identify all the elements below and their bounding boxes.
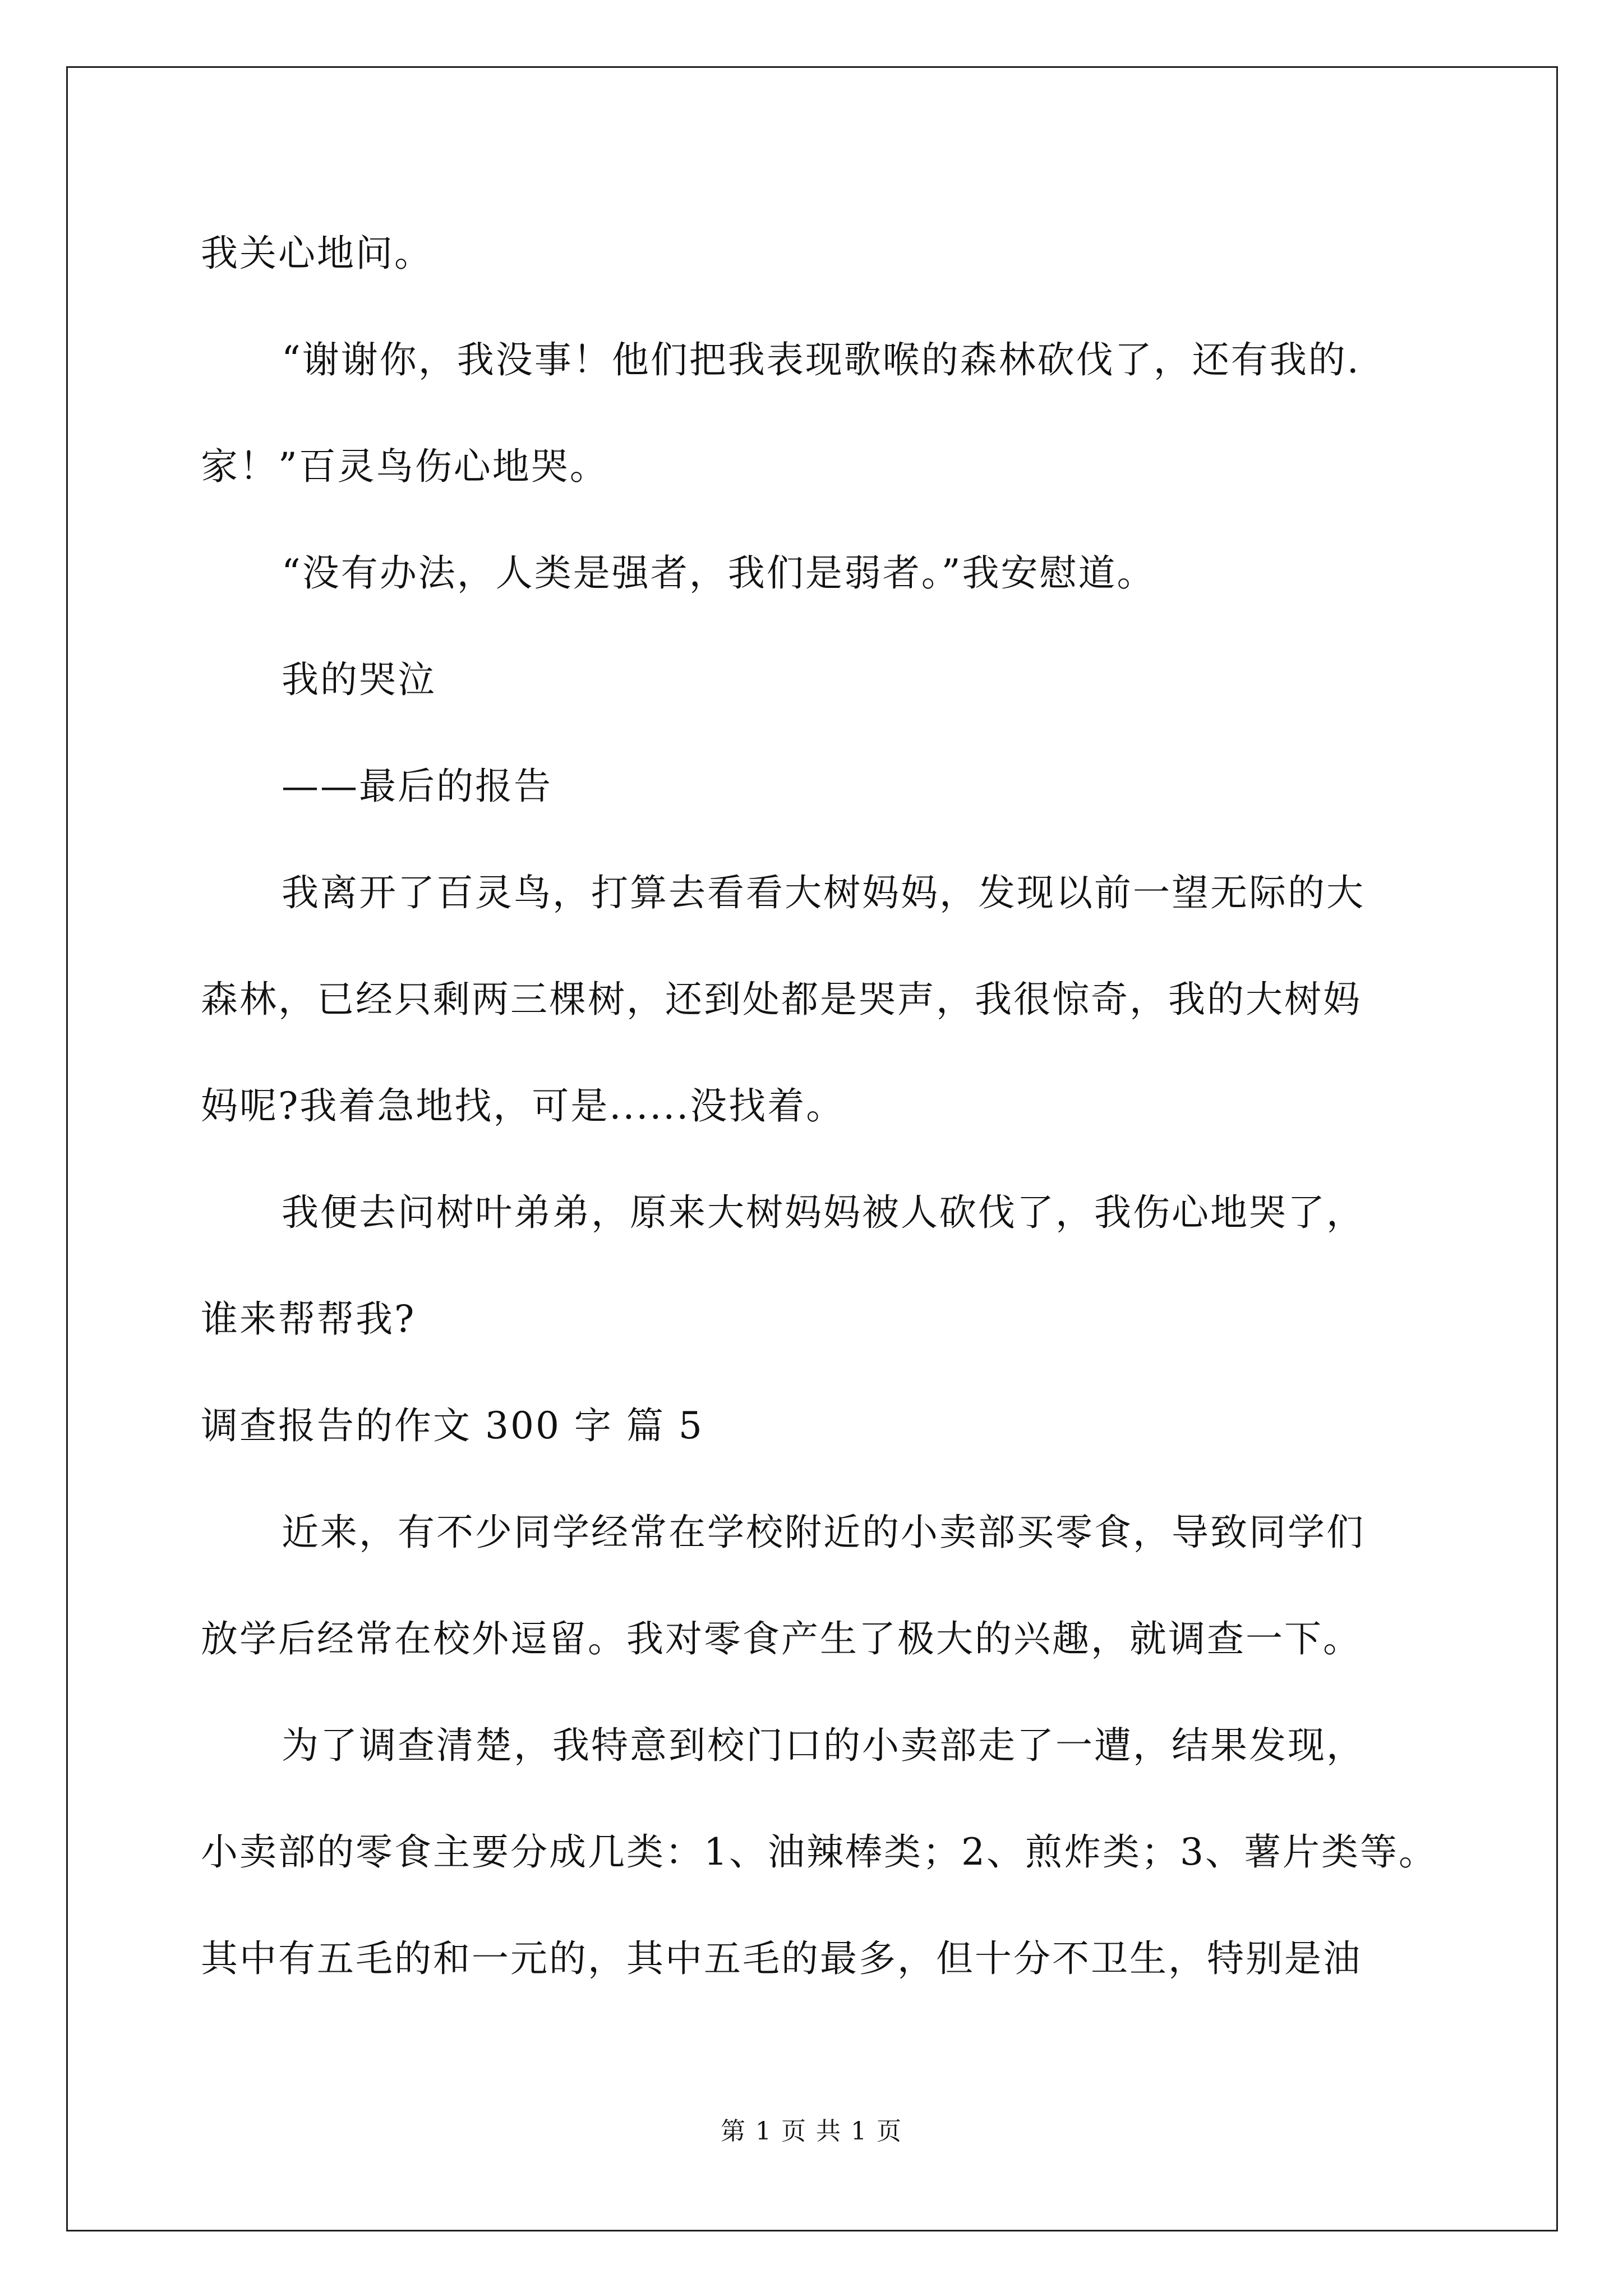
text-line: 我的哭泣 [282,658,436,701]
text-line: 森林，已经只剩两三棵树，还到处都是哭声，我很惊奇，我的大树妈 [201,978,1362,1021]
text-line: “没有办法，人类是强者，我们是弱者。”我安慰道。 [282,551,1156,595]
text-line: 其中有五毛的和一元的，其中五毛的最多，但十分不卫生，特别是油 [201,1937,1362,1980]
text-line: 我便去问树叶弟弟，原来大树妈妈被人砍伐了，我伤心地哭了， [282,1191,1365,1234]
text-line: 为了调查清楚，我特意到校门口的小卖部走了一遭，结果发现， [282,1724,1365,1767]
text-line: ——最后的报告 [282,765,552,808]
text-line: 小卖部的零食主要分成几类：1、油辣棒类；2、煎炸类；3、薯片类等。 [201,1830,1437,1874]
page-footer: 第 1 页 共 1 页 [721,2117,902,2146]
page-border [66,66,1558,2231]
text-line: 我离开了百灵鸟，打算去看看大树妈妈，发现以前一望无际的大 [282,871,1365,914]
text-line: 家！”百灵鸟伤心地哭。 [201,445,608,488]
text-line: 谁来帮帮我? [201,1297,416,1341]
text-line: 妈呢?我着急地找，可是......没找着。 [201,1084,845,1128]
text-line: “谢谢你，我没事！他们把我表现歌喉的森林砍伐了，还有我的. [282,338,1361,381]
text-line: 我关心地问。 [201,232,433,275]
section-heading: 调查报告的作文 300 字 篇 5 [201,1404,704,1447]
text-line: 近来，有不少同学经常在学校附近的小卖部买零食，导致同学们 [282,1511,1365,1554]
text-line: 放学后经常在校外逗留。我对零食产生了极大的兴趣，就调查一下。 [201,1617,1362,1660]
